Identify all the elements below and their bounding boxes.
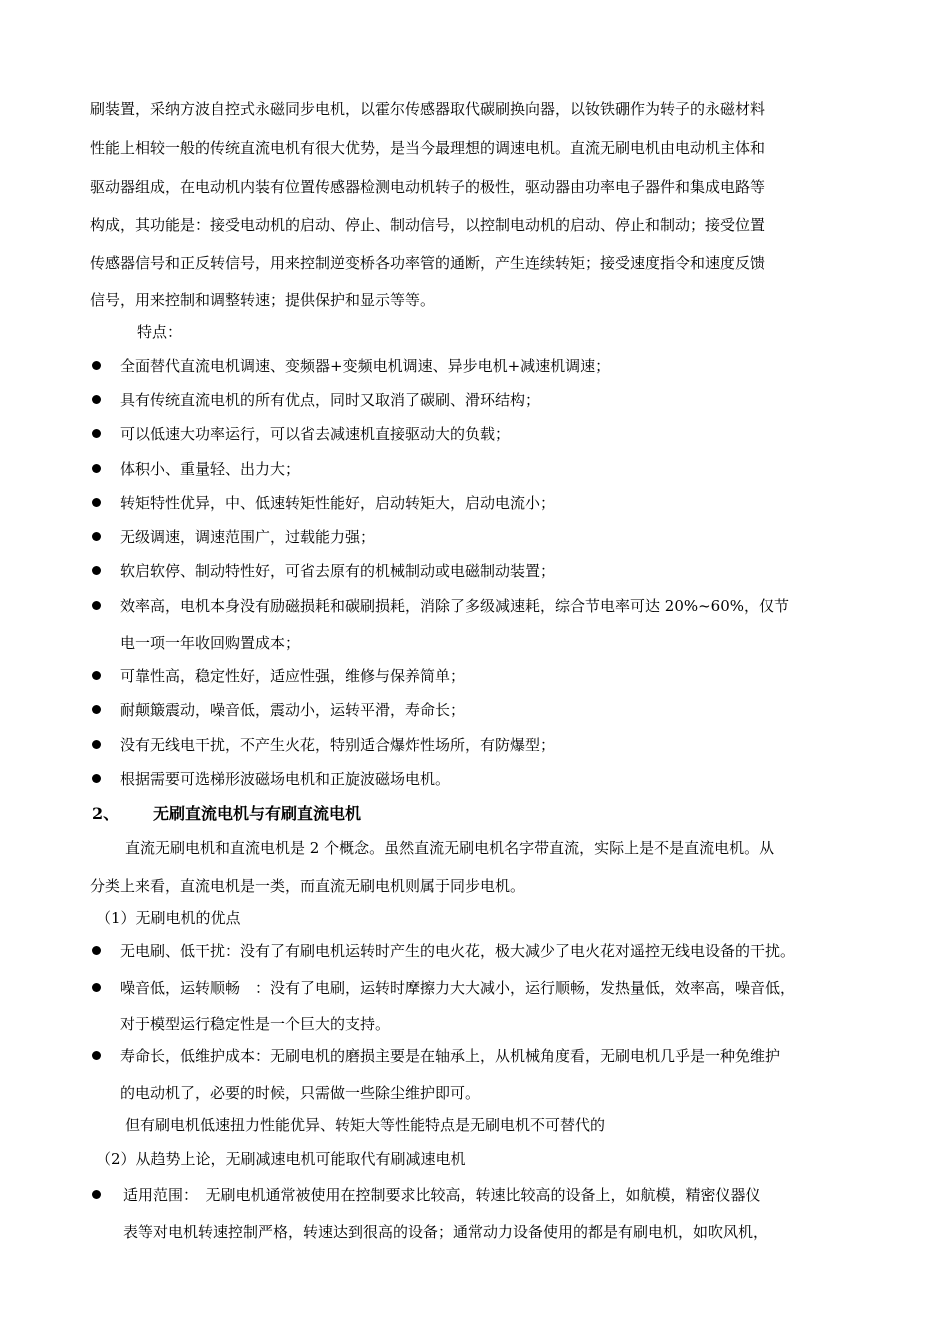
intro-line-3: 驱动器组成，在电动机内装有位置传感器检测电动机转子的极性，驱动器由功率电子器件和集成电路等 [90, 178, 766, 196]
bullet-icon [92, 498, 101, 507]
bullet-icon [92, 705, 101, 714]
feature-item: 没有无线电干扰，不产生火花，特别适合爆炸性场所，有防爆型； [120, 736, 556, 754]
intro-line-5: 传感器信号和正反转信号，用来控制逆变桥各功率管的通断，产生连续转矩；接受速度指令和速度反馈 [90, 254, 766, 272]
feature-item-continuation: 电一项一年收回购置成本； [120, 634, 301, 652]
feature-item: 全面替代直流电机调速、变频器+变频电机调速、异步电机+减速机调速； [120, 357, 611, 375]
bullet-icon [92, 774, 101, 783]
section-number: 2、 [92, 804, 120, 823]
advantage-item: 无电刷、低干扰：没有了有刷电机运转时产生的电火花，极大减少了电火花对遥控无线电设备的干扰。 [120, 942, 796, 960]
section2-para-line-1: 直流无刷电机和直流电机是 2 个概念。虽然直流无刷电机名字带直流，实际上是不是直流电机。从 [125, 839, 775, 857]
feature-item: 可靠性高，稳定性好，适应性强，维修与保养简单； [120, 667, 466, 685]
feature-item: 效率高，电机本身没有励磁损耗和碳刷损耗，消除了多级减速耗，综合节电率可达 20%~60%，仅节 [120, 597, 790, 615]
bullet-icon [92, 671, 101, 680]
feature-item: 可以低速大功率运行，可以省去减速机直接驱动大的负载； [120, 425, 511, 443]
advantage-item: 寿命长，低维护成本：无刷电机的磨损主要是在轴承上，从机械角度看，无刷电机几乎是一种免维护 [120, 1047, 781, 1065]
feature-item: 根据需要可选梯形波磁场电机和正旋波磁场电机。 [120, 770, 451, 788]
bullet-icon [92, 1051, 101, 1060]
feature-item: 转矩特性优异，中、低速转矩性能好，启动转矩大，启动电流小； [120, 494, 556, 512]
bullet-icon [92, 983, 101, 992]
subsection-2-title: （2）从趋势上论，无刷减速电机可能取代有刷减速电机 [96, 1150, 466, 1168]
scope-line-2: 表等对电机转速控制严格，转速达到很高的设备；通常动力设备使用的都是有刷电机，如吹风机， [123, 1223, 769, 1241]
bullet-icon [92, 946, 101, 955]
advantage-item: 噪音低，运转顺畅 ：没有了电刷，运转时摩擦力大大减小，运行顺畅，发热量低，效率高，噪音低， [120, 979, 796, 997]
bullet-icon [92, 601, 101, 610]
feature-item: 耐颠簸震动，噪音低，震动小，运转平滑，寿命长； [120, 701, 466, 719]
bullet-icon [92, 532, 101, 541]
feature-item: 具有传统直流电机的所有优点，同时又取消了碳刷、滑环结构； [120, 391, 541, 409]
feature-item: 无级调速，调速范围广，过载能力强； [120, 528, 376, 546]
advantage-item-continuation: 的电动机了，必要的时候，只需做一些除尘维护即可。 [120, 1084, 481, 1102]
bullet-icon [92, 429, 101, 438]
features-label: 特点： [137, 323, 183, 341]
bullet-icon [92, 464, 101, 473]
intro-line-4: 构成，其功能是：接受电动机的启动、停止、制动信号，以控制电动机的启动、停止和制动；接受位置 [90, 216, 766, 234]
intro-line-1: 刷装置，采纳方波自控式永磁同步电机，以霍尔传感器取代碳刷换向器，以钕铁硼作为转子的永磁材料 [90, 100, 766, 118]
section2-para-line-2: 分类上来看，直流电机是一类，而直流无刷电机则属于同步电机。 [90, 877, 526, 895]
bullet-icon [92, 566, 101, 575]
intro-line-6: 信号，用来控制和调整转速；提供保护和显示等等。 [90, 291, 436, 309]
bullet-icon [92, 361, 101, 370]
section-title: 无刷直流电机与有刷直流电机 [153, 804, 362, 823]
bullet-icon [92, 1190, 101, 1199]
note-line: 但有刷电机低速扭力性能优异、转矩大等性能特点是无刷电机不可替代的 [125, 1116, 606, 1134]
bullet-icon [92, 395, 101, 404]
feature-item: 软启软停、制动特性好，可省去原有的机械制动或电磁制动装置； [120, 562, 556, 580]
subsection-1-title: （1）无刷电机的优点 [96, 909, 241, 927]
feature-item: 体积小、重量轻、出力大； [120, 460, 301, 478]
intro-line-2: 性能上相较一般的传统直流电机有很大优势，是当今最理想的调速电机。直流无刷电机由电动机主体和 [90, 139, 766, 157]
bullet-icon [92, 740, 101, 749]
advantage-item-continuation: 对于模型运行稳定性是一个巨大的支持。 [120, 1015, 391, 1033]
scope-line-1: 适用范围： 无刷电机通常被使用在控制要求比较高，转速比较高的设备上，如航模，精密仪器仪 [123, 1186, 761, 1204]
